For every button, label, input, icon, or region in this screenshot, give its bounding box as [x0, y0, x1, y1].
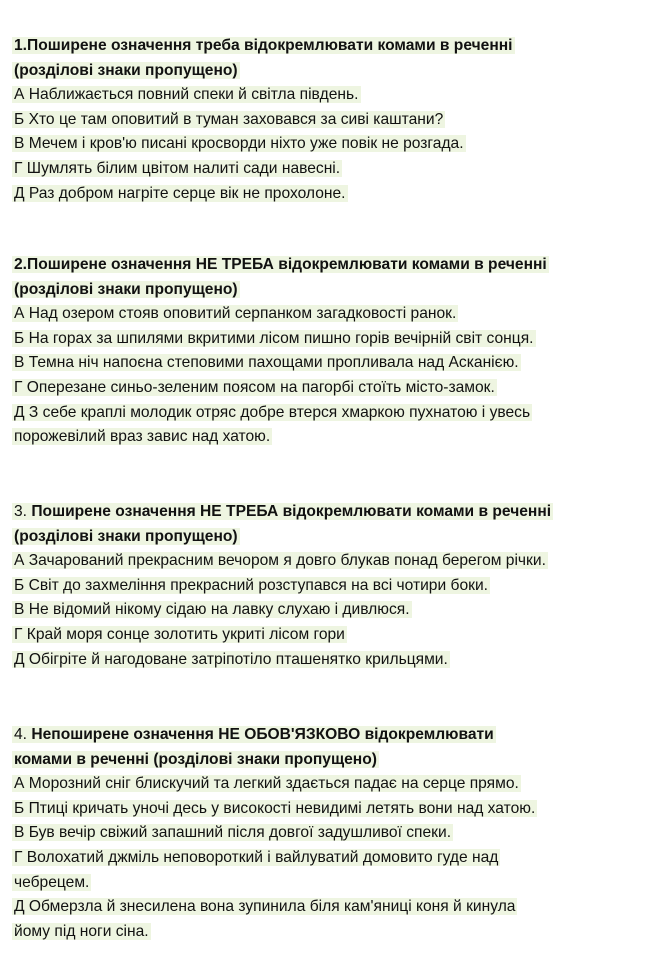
question-title: комами в реченні (розділові знаки пропущено) [14, 750, 377, 768]
answer-option: В Темна ніч напоєна степовими пахощами пропливала над Асканією. [14, 354, 519, 372]
question-title-line [10, 500, 660, 525]
answer-option-continuation: порожевілий враз завис над хатою. [14, 428, 271, 446]
question-3 [10, 500, 660, 672]
answer-option: Б Світ до захмеління прекрасний розступався на всі чотири боки. [14, 576, 488, 594]
answer-option: Д Обігріте й нагодоване затріпотіло пташенятко крильцями. [14, 650, 448, 668]
question-4 [10, 723, 660, 944]
question-title-line [10, 278, 660, 303]
answer-option: Д З себе краплі молодик отряс добре втерся хмаркою пухнатою і увесь [14, 403, 531, 421]
answer-option-continuation: чебрецем. [14, 873, 90, 891]
question-2 [10, 253, 660, 450]
question-number: 2. [14, 256, 28, 273]
question-title: Поширене означення треба відокремлювати комами в реченні [27, 37, 513, 54]
answer-option: В Був вечір свіжий запашний після довгої задушливої спеки. [14, 824, 452, 842]
answer-option: А Над озером стояв оповитий серпанком загадковості ранок. [14, 305, 457, 323]
question-number: 3. [14, 503, 32, 520]
answer-option: А Морозний сніг блискучий та легкий здається падає на серце прямо. [14, 775, 519, 793]
answer-option: Б Птиці кричать уночі десь у високості невидимі летять вони над хатою. [14, 799, 536, 817]
question-title-line [10, 525, 660, 550]
answer-option: А Наближається повний спеки й світла південь. [14, 86, 359, 104]
question-title-line [10, 59, 660, 84]
question-title: (розділові знаки пропущено) [14, 527, 238, 545]
answer-option: Г Оперезане синьо-зеленим поясом на пагорбі стоїть місто-замок. [14, 378, 495, 396]
answer-option: В Не відомий нікому сідаю на лавку слухаю і дивлюся. [14, 601, 410, 619]
question-title-line [10, 723, 660, 748]
answer-option: Г Шумлять білим цвітом налиті сади навесні. [14, 159, 341, 177]
answer-option-continuation: йому під ноги сіна. [14, 922, 149, 940]
question-title-line [10, 748, 660, 773]
answer-option: Г Волохатий джміль неповороткий і вайлуватий домовито гуде над [14, 848, 499, 866]
question-title-line [10, 253, 660, 278]
question-number: 1. [14, 37, 28, 54]
answer-option: В Мечем і кров'ю писані кросворди ніхто уже повік не розгада. [14, 135, 464, 153]
question-title: (розділові знаки пропущено) [14, 280, 238, 298]
question-number: 4. [14, 726, 32, 743]
answer-option: Б На горах за шпилями вкритими лісом пишно горів вечірній світ сонця. [14, 329, 534, 347]
question-title: Поширене означення НЕ ТРЕБА відокремлювати комами в реченні [31, 503, 552, 520]
answer-option: Б Хто це там оповитий в туман заховався за сиві каштани? [14, 110, 444, 128]
answer-option: Д Раз добром нагріте серце вік не прохолоне. [14, 184, 346, 202]
question-title: (розділові знаки пропущено) [14, 61, 238, 79]
question-title-line [10, 34, 660, 59]
question-1 [10, 34, 660, 206]
question-title: Непоширене означення НЕ ОБОВ'ЯЗКОВО відокремлювати [31, 726, 494, 743]
answer-option: Г Край моря сонце золотить укриті лісом гори [14, 625, 345, 643]
question-title: Поширене означення НЕ ТРЕБА відокремлювати комами в реченні [27, 256, 547, 273]
answer-option: Д Обмерзла й знесилена вона зупинила біля кам'яниці коня й кинула [14, 898, 516, 916]
answer-option: А Зачарований прекрасним вечором я довго блукав понад берегом річки. [14, 552, 546, 570]
